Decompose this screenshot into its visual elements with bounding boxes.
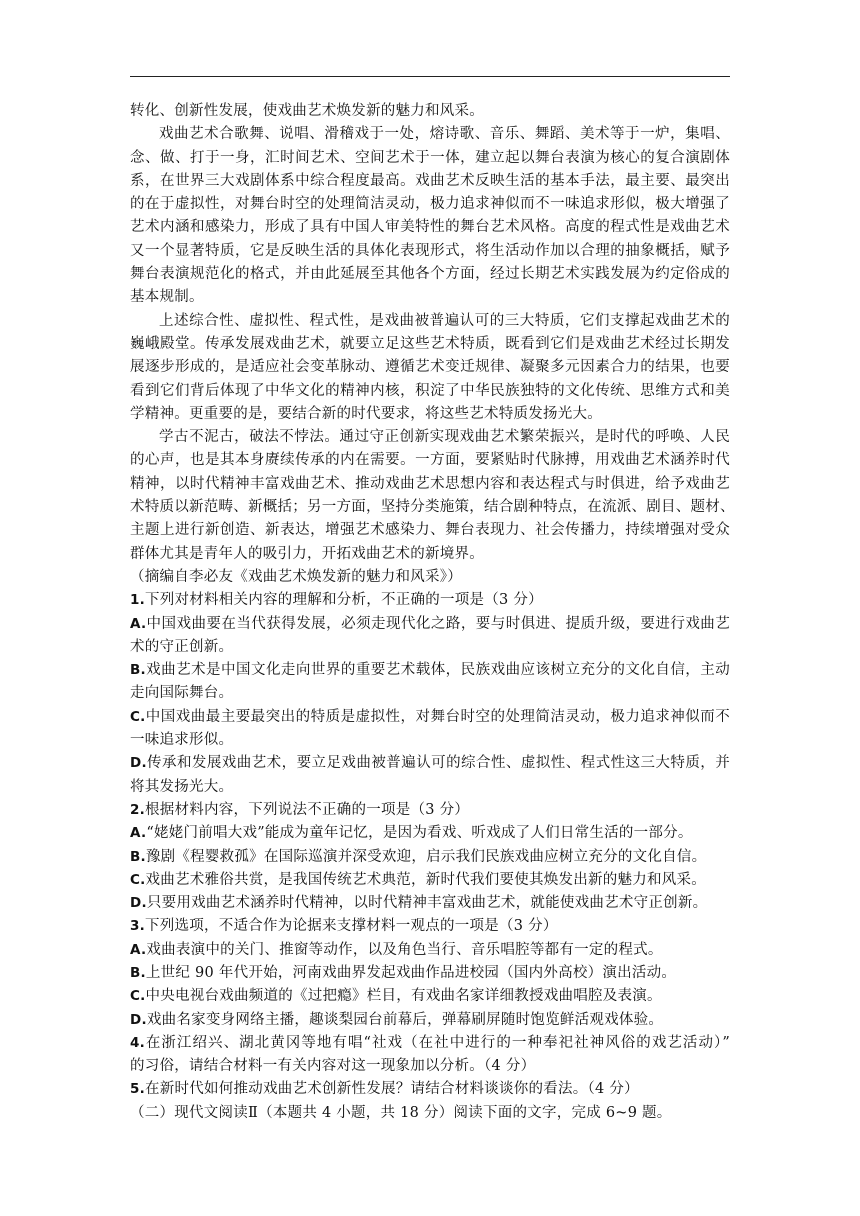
option-continuation: 将其发扬光大。 [130,778,234,795]
option-text: 中国戏曲最主要最突出的特质是虚拟性，对舞台时空的处理简洁灵动，极力追求神似而不 [145,708,730,725]
option [130,869,730,892]
text-line: 艺术内涵和感染力，形成了具有中国人审美特性的舞台艺术风格。高度的程式性是戏曲艺术 [130,219,730,236]
option-letter: A. [130,825,147,842]
option-text: 豫剧《程婴救孤》在国际巡演并深受欢迎，启示我们民族戏曲应树立充分的文化自信。 [145,848,707,865]
option-text: 戏曲艺术是中国文化走向世界的重要艺术载体，民族戏曲应该树立充分的文化自信，主动 [145,662,730,679]
option-text: 传承和发展戏曲艺术，要立足戏曲被普遍认可的综合性、虚拟性、程式性这三大特质，并 [146,755,730,772]
option [130,962,730,985]
text-line: 群体尤其是青年人的吸引力，开拓戏曲艺术的新境界。 [130,545,484,562]
question [130,589,730,799]
text-line: 转化、创新性发展，使戏曲艺术焕发新的魅力和风采。 [130,103,484,119]
option-letter: B. [130,848,146,865]
option-text: 中国戏曲要在当代获得发展，必须走现代化之路，要与时俱进、提质升级，要进行戏曲艺 [146,615,730,632]
question-number: 3. [130,918,146,935]
option [130,659,730,682]
option-letter: C. [130,708,146,725]
question [130,799,730,915]
option [130,1009,730,1032]
paragraph [130,310,730,426]
option [130,706,730,729]
option-letter: D. [130,755,147,772]
option-letter: B. [130,964,146,981]
option-letter: B. [130,662,146,679]
text-line: 巍峨殿堂。传承发展戏曲艺术，就要立足这些艺术特质，既看到它们是戏曲艺术经过长期发 [130,335,730,352]
question-stem [130,1032,730,1055]
option-continuation: 走向国际舞台。 [130,685,234,702]
question-number: 5. [130,1081,146,1098]
option [130,822,730,845]
text-line: 念、做、打于一身，汇时间艺术、空间艺术于一体，建立起以舞台表演为核心的复合演剧体 [130,149,730,166]
option-letter: C. [130,988,146,1005]
text-line: 又一个显著特质，它是反映生活的具体化表现形式，将生活动作加以合理的抽象概括，赋予 [130,242,730,259]
option-text: 上世纪 90 年代开始，河南戏曲界发起戏曲作品进校园（国内外高校）演出活动。 [145,964,677,981]
option [130,752,730,775]
question-continuation: 的习俗，请结合材料一有关内容对这一现象加以分析。（4 分） [130,1058,536,1075]
option [130,892,730,915]
question-text: 在新时代如何推动戏曲艺术创新性发展？请结合材料谈谈你的看法。（4 分） [145,1081,639,1098]
option [130,846,730,869]
option [130,985,730,1008]
question [130,1078,730,1101]
section-heading: （二）现代文阅读Ⅱ（本题共 4 小题，共 18 分）阅读下面的文字，完成 6~9 题。 [130,1104,672,1121]
text-line: 看到它们背后体现了中华文化的精神内核，积淀了中华民族独特的文化传统、思维方式和美 [130,382,730,399]
question [130,915,730,1031]
option-text: 戏曲艺术雅俗共赏，是我国传统艺术典范，新时代我们要使其焕发出新的魅力和风采。 [145,871,707,888]
document-body [130,100,735,1125]
header-rule [130,76,730,77]
paragraph [130,123,730,309]
text-line: 术特质以新范畴、新概括；另一方面，坚持分类施策，结合剧种特点，在流派、剧目、题材、 [130,499,735,516]
option-text: 中央电视台戏曲频道的《过把瘾》栏目，有戏曲名家详细教授戏曲唱腔及表演。 [145,988,662,1005]
text-line: 的心声，也是其本身赓续传承的内在需要。一方面，要紧贴时代脉搏，用戏曲艺术涵养时代 [130,452,730,469]
text-line: 展逐步形成的，是适应社会变革脉动、遵循艺术变迁规律、凝聚多元因素合力的结果，也要 [130,359,730,376]
text-line: 系，在世界三大戏剧体系中综合程度最高。戏曲艺术反映生活的基本手法，最主要、最突出 [130,172,730,189]
option-letter: A. [130,615,147,632]
option [130,613,730,636]
question-text: 下列选项，不适合作为论据来支撑材料一观点的一项是（3 分） [145,918,558,935]
text-line: 学精神。更重要的是，要结合新的时代要求，将这些艺术特质发扬光大。 [130,405,602,422]
option-text: 只要用戏曲艺术涵养时代精神，以时代精神丰富戏曲艺术，就能使戏曲艺术守正创新。 [146,895,708,912]
text-line: 精神，以时代精神丰富戏曲艺术、推动戏曲艺术思想内容和表达程式与时俱进，给予戏曲艺 [130,475,730,492]
option-text: 戏曲名家变身网络主播，趣谈梨园台前幕后，弹幕刷屏随时饱览鲜活观戏体验。 [146,1011,664,1028]
option-text: 戏曲表演中的关门、推窗等动作，以及角色当行、音乐唱腔等都有一定的程式。 [146,941,663,958]
question-stem [130,799,730,822]
text-line: 基本规制。 [130,289,204,306]
option-letter: D. [130,895,147,912]
question-number: 2. [130,801,146,818]
question-text: 下列对材料相关内容的理解和分析，不正确的一项是（3 分） [145,592,543,609]
option-continuation: 一味追求形似。 [130,732,234,749]
text-line: 戏曲艺术合歌舞、说唱、滑稽戏于一处，熔诗歌、音乐、舞蹈、美术等于一炉，集唱、 [159,126,730,143]
question-text: 根据材料内容，下列说法不正确的一项是（3 分） [145,801,470,818]
source-citation: （摘编自李必友《戏曲艺术焕发新的魅力和风采》） [130,568,462,585]
question-text: 在浙江绍兴、湖北黄冈等地有唱“社戏（在社中进行的一种奉祀社神风俗的戏艺活动）” [145,1034,730,1051]
text-line: 舞台表演规范化的格式，并由此延展至其他各个方面，经过长期艺术实践发展为约定俗成的 [130,266,730,283]
option-continuation: 术的守正创新。 [130,638,234,655]
text-line: 学古不泥古，破法不悖法。通过守正创新实现戏曲艺术繁荣振兴，是时代的呼唤、人民 [159,429,730,446]
option [130,939,730,962]
option-letter: A. [130,941,147,958]
question-number: 4. [130,1034,146,1051]
text-line: 主题上进行新创造、新表达，增强艺术感染力、舞台表现力、社会传播力，持续增强对受众 [130,522,730,539]
text-line: 上述综合性、虚拟性、程式性，是戏曲被普遍认可的三大特质，它们支撑起戏曲艺术的 [159,312,730,329]
question-stem [130,589,730,612]
question-stem [130,915,730,938]
question [130,1032,730,1079]
option-letter: D. [130,1011,147,1028]
option-text: “姥姥门前唱大戏”能成为童年记忆，是因为看戏、听戏成了人们日常生活的一部分。 [146,825,693,842]
text-line: 的在于虚拟性，对舞台时空的处理简洁灵动，极力追求神似而不一味追求形似，极大增强了 [130,196,730,213]
question-stem [130,1078,730,1101]
question-number: 1. [130,592,146,609]
paragraph [130,426,735,566]
option-letter: C. [130,871,146,888]
